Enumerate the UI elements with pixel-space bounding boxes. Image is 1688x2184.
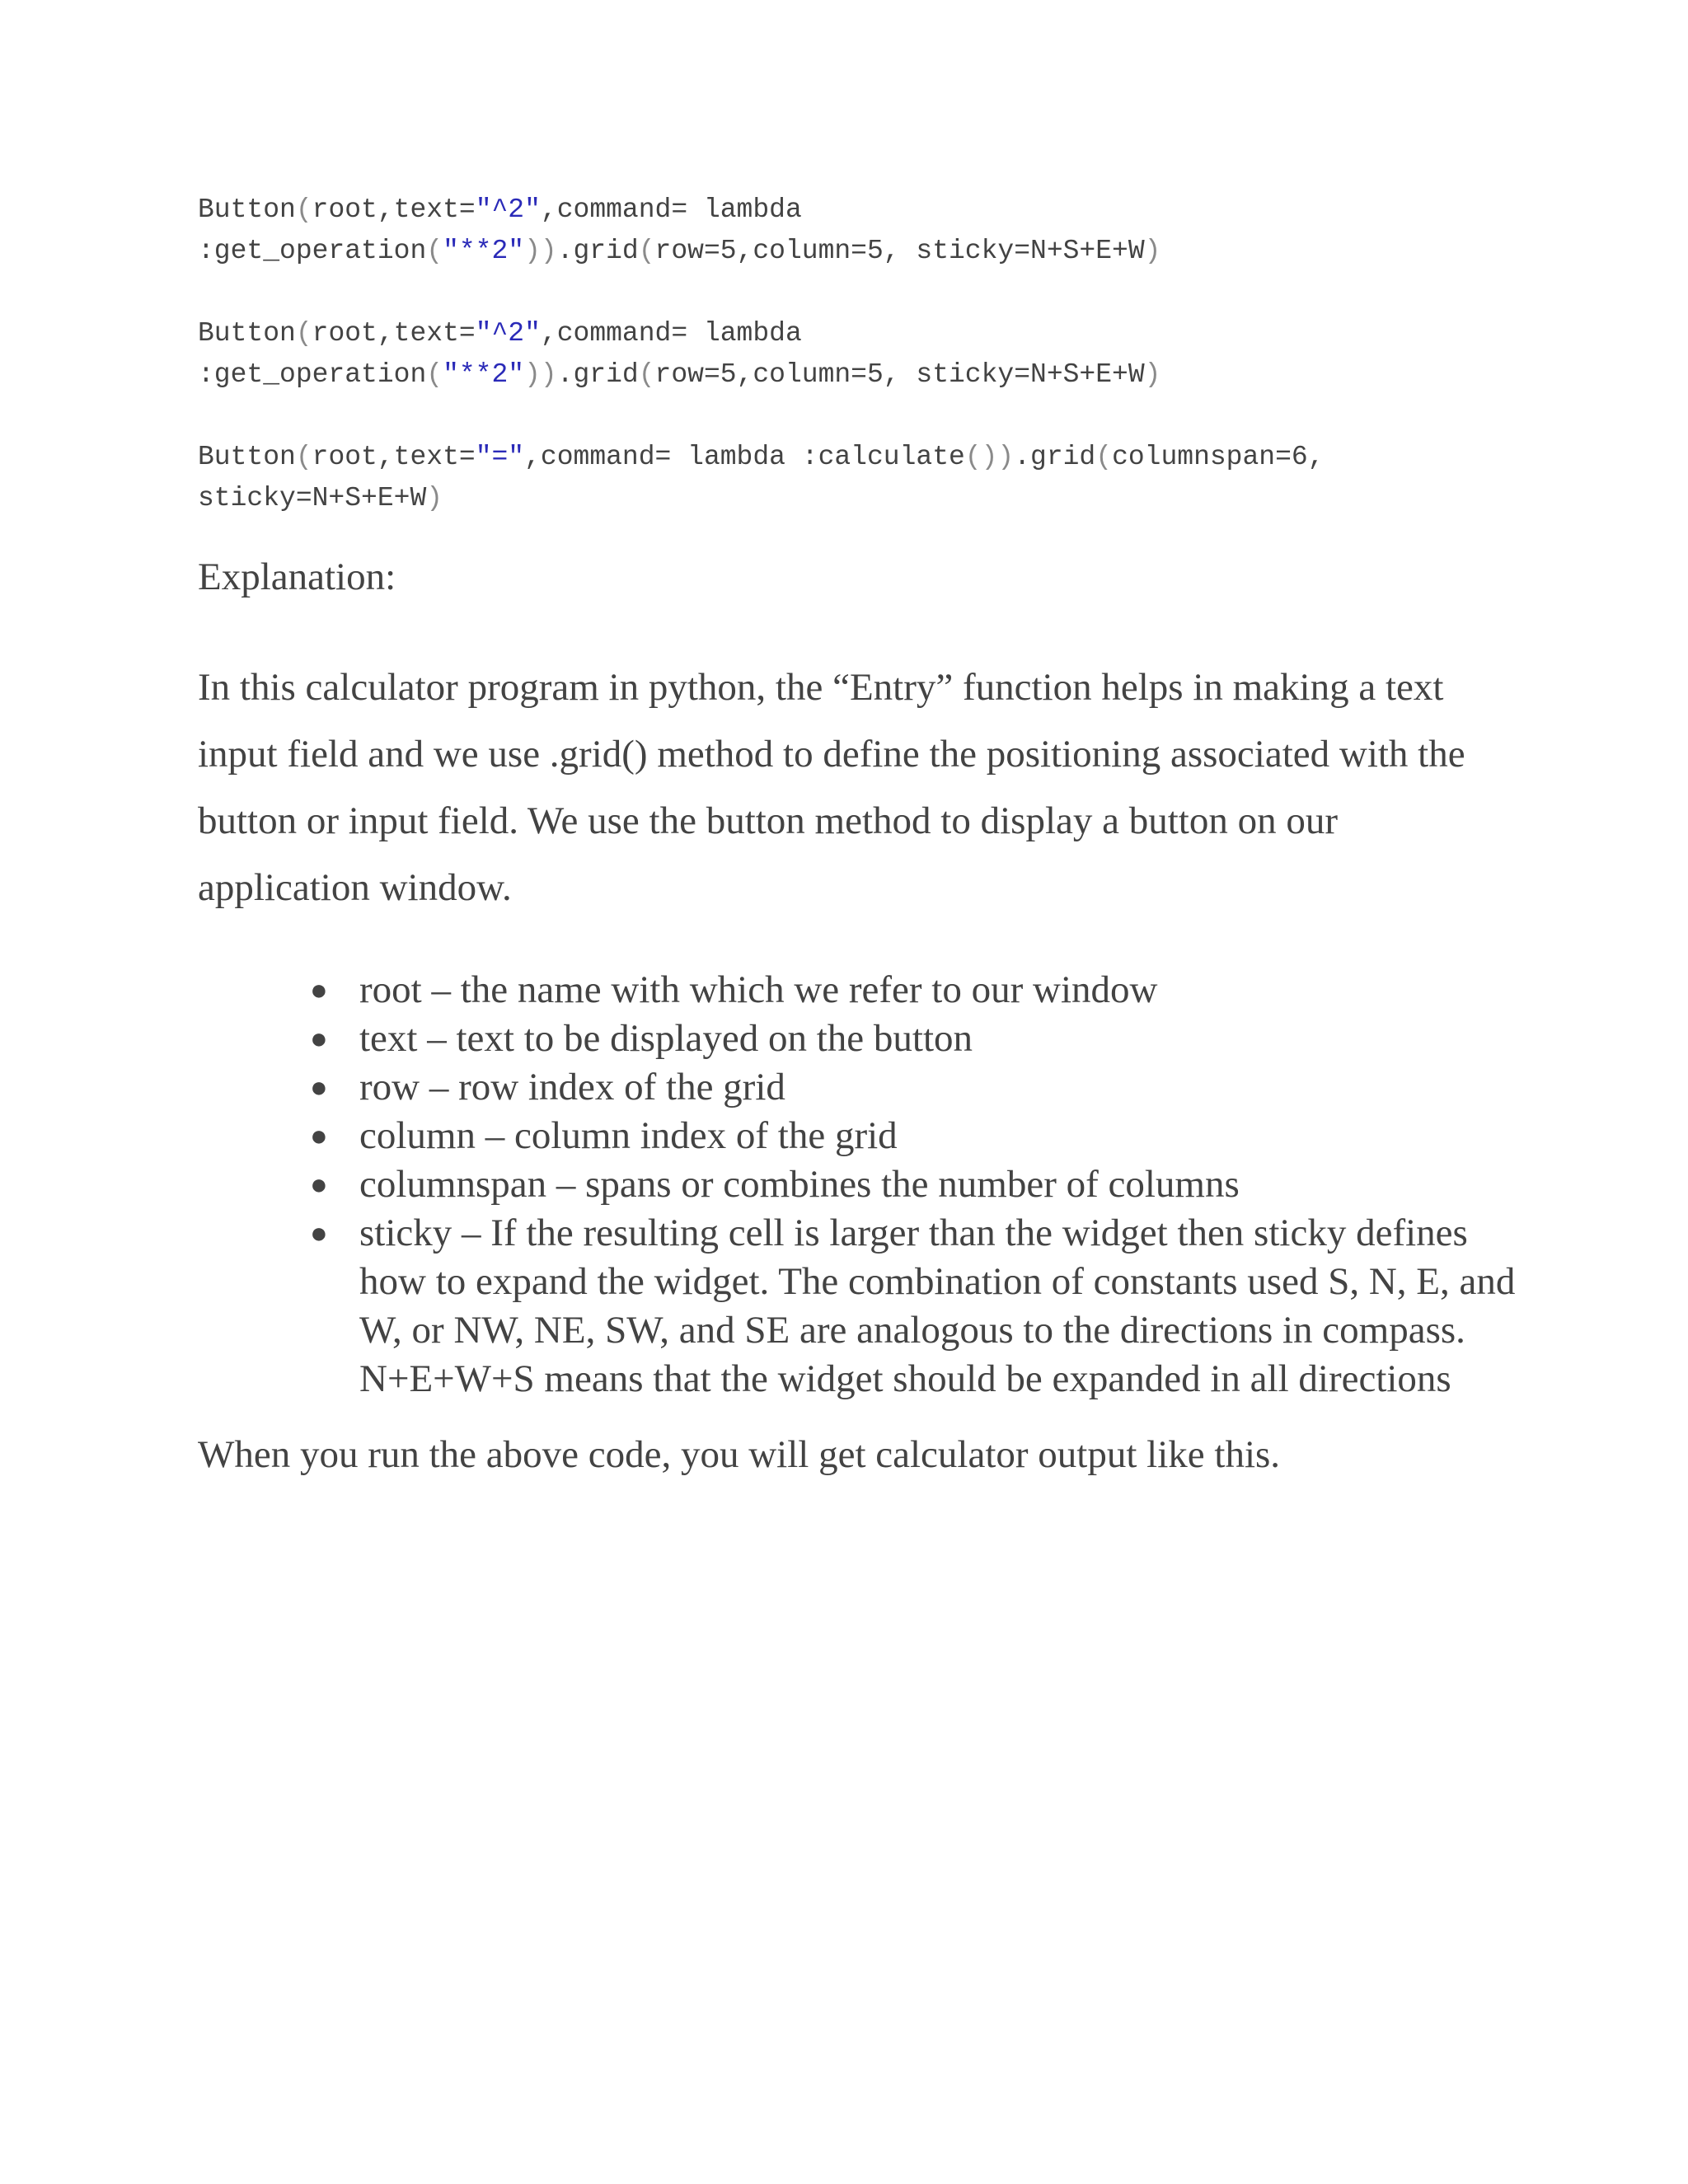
bullet-icon: ●	[310, 973, 328, 1006]
code-token: root,text=	[312, 194, 476, 225]
list-item	[310, 1063, 1517, 1112]
list-item	[310, 1160, 1517, 1209]
code-line	[198, 313, 1517, 354]
code-block	[198, 190, 1517, 272]
code-token: Button	[198, 442, 296, 472]
parameter-list	[198, 966, 1517, 1404]
closing-paragraph: When you run the above code, you will get calculator output like this.	[198, 1433, 1281, 1476]
list-item	[310, 1015, 1517, 1063]
code-token: row=5,column=5, sticky=N+S+E+W	[654, 359, 1145, 390]
code-token: ,command= lambda :calculate	[524, 442, 965, 472]
bullet-icon: ●	[310, 1119, 328, 1152]
code-block	[198, 313, 1517, 396]
list-item-text: sticky – If the resulting cell is larger than the widget then sticky defines how to expand the widget. The combination of constants used S, N, E, and W, or NW, NE, SW, and SE are analogous to the directions in compass. N+E+W+S means that the widget should be expanded in all directions	[359, 1212, 1516, 1400]
code-token: (	[1095, 442, 1113, 472]
bullet-icon: ●	[310, 1168, 328, 1201]
code-token: sticky=N+S+E+W	[198, 483, 427, 513]
code-token: .grid	[1014, 442, 1096, 472]
list-item	[310, 1209, 1517, 1404]
code-token: )	[1144, 236, 1161, 266]
code-token: .grid	[556, 359, 639, 390]
code-token: (	[638, 359, 655, 390]
code-block	[198, 437, 1517, 519]
list-item-text: row – row index of the grid	[359, 1066, 785, 1108]
code-token: root,text=	[312, 318, 476, 349]
list-item-text: column – column index of the grid	[359, 1114, 898, 1157]
code-line	[198, 231, 1517, 272]
code-token: row=5,column=5, sticky=N+S+E+W	[654, 236, 1145, 266]
code-line	[198, 437, 1517, 478]
code-token: (	[295, 194, 312, 225]
list-item-text: root – the name with which we refer to our window	[359, 968, 1158, 1011]
code-token: )	[1144, 359, 1161, 390]
code-string-token: "^2"	[475, 318, 541, 349]
code-string-token: "="	[475, 442, 525, 472]
bullet-icon: ●	[310, 1071, 328, 1104]
document-page	[198, 190, 1517, 1479]
code-token: ,command= lambda	[540, 194, 802, 225]
code-token: (	[426, 236, 443, 266]
list-item	[310, 966, 1517, 1015]
code-token: Button	[198, 318, 296, 349]
code-string-token: "**2"	[443, 359, 525, 390]
code-token: columnspan=6,	[1112, 442, 1325, 472]
code-token: :get_operation	[198, 359, 427, 390]
code-token: )	[426, 483, 443, 513]
list-item-text: columnspan – spans or combines the number of columns	[359, 1163, 1240, 1206]
code-line	[198, 478, 1517, 519]
code-token: ())	[964, 442, 1015, 472]
code-token: (	[295, 442, 312, 472]
code-token: (	[426, 359, 443, 390]
code-token: .grid	[556, 236, 639, 266]
code-token: :get_operation	[198, 236, 427, 266]
code-line	[198, 190, 1517, 231]
explanation-heading: Explanation:	[198, 555, 396, 598]
code-token: (	[295, 318, 312, 349]
code-token: (	[638, 236, 655, 266]
explanation-paragraph: In this calculator program in python, the “Entry” function helps in making a text input field and we use .grid() method to define the positioning associated with the button or input field. We use the button method to display a button on our application window.	[198, 666, 1465, 909]
bullet-icon: ●	[310, 1216, 328, 1249]
list-item	[310, 1112, 1517, 1160]
bullet-icon: ●	[310, 1022, 328, 1055]
code-token: ))	[524, 236, 557, 266]
code-token: root,text=	[312, 442, 476, 472]
code-line	[198, 354, 1517, 396]
code-token: ))	[524, 359, 557, 390]
code-string-token: "^2"	[475, 194, 541, 225]
code-string-token: "**2"	[443, 236, 525, 266]
list-item-text: text – text to be displayed on the button	[359, 1017, 973, 1060]
code-token: Button	[198, 194, 296, 225]
code-token: ,command= lambda	[540, 318, 802, 349]
